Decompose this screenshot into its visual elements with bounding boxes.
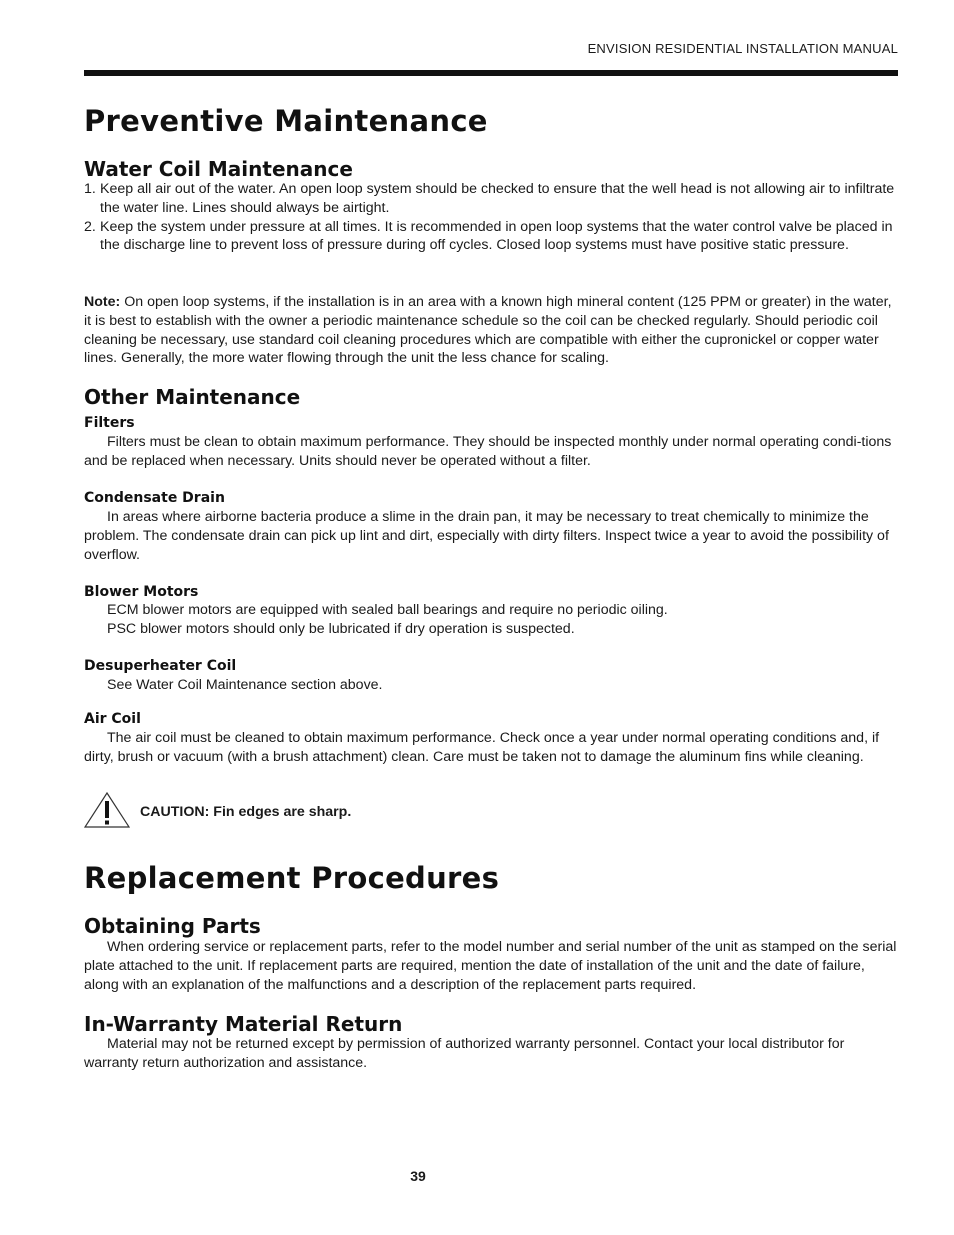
warranty-text: Material may not be returned except by permission of authorized warranty personnel. Contact your local distributor for warranty return authorization and assistance. [84,1036,845,1071]
obtaining-parts-text: When ordering service or replacement parts, refer to the model number and serial number of the unit as stamped on the serial plate attached to the unit. If replacement parts are required, mention the date of installation of the unit and the date of failure, along with an explanation of the malfunctions and a description of the replacement parts required. [84,939,897,993]
subheading-blower-motors: Blower Motors [84,584,199,600]
air-coil-paragraph [84,729,898,767]
warranty-paragraph [84,1035,898,1073]
subheading-filters: Filters [84,415,135,431]
running-header: ENVISION RESIDENTIAL INSTALLATION MANUAL [587,41,898,56]
section-title-preventive-maintenance: Preventive Maintenance [84,104,488,138]
air-coil-text: The air coil must be cleaned to obtain maximum performance. Check once a year under normal operating conditions and, if dirty, brush or vacuum (with a brush attachment) clean. Care must be taken not to damage the aluminum fins while cleaning. [84,730,880,765]
subheading-air-coil: Air Coil [84,711,141,727]
heading-obtaining-parts: Obtaining Parts [84,914,261,938]
heading-in-warranty-material-return: In-Warranty Material Return [84,1012,403,1036]
list-text: Keep all air out of the water. An open loop system should be checked to ensure that the well head is not allowing air to infiltrate the water line. Lines should always be airtight. [100,181,895,216]
heading-water-coil-maintenance: Water Coil Maintenance [84,157,353,181]
caution-callout [84,791,898,829]
warning-triangle-icon [84,791,130,829]
list-number: 2. [84,218,96,235]
water-coil-note [84,293,898,368]
blower-paragraph [84,601,898,639]
filters-text: Filters must be clean to obtain maximum performance. They should be inspected monthly under normal operating condi-tions and be replaced when necessary. Units should never be operated without a filter. [84,434,892,469]
caution-text: CAUTION: Fin edges are sharp. [140,804,352,820]
list-item [84,180,898,218]
section-title-replacement-procedures: Replacement Procedures [84,861,500,895]
list-item [84,218,898,256]
desuperheater-text: See Water Coil Maintenance section above. [107,677,383,693]
filters-paragraph [84,433,898,471]
water-coil-list [84,180,898,255]
heading-other-maintenance: Other Maintenance [84,385,301,409]
note-label: Note: [84,294,121,310]
list-number: 1. [84,181,96,197]
condensate-paragraph [84,508,898,564]
note-text: On open loop systems, if the installation is in an area with a known high mineral content (125 PPM or greater) in the water, it is best to establish with the owner a periodic maintenance schedule so the coil can be checked regularly. Should periodic coil cleaning be necessary, use standard coil cleaning procedures which are compatible with either the cupronickel or copper water lines. Generally, the more water flowing through the unit the less chance for scaling. [84,294,892,367]
page-number: 39 [410,1168,426,1184]
blower-line-psc: PSC blower motors should only be lubricated if dry operation is suspected. [107,620,575,637]
subheading-desuperheater-coil: Desuperheater Coil [84,658,237,674]
desuperheater-paragraph [84,676,898,695]
obtaining-parts-paragraph [84,938,898,994]
list-text: Keep the system under pressure at all times. It is recommended in open loop systems that the water control valve be placed in the discharge line to prevent loss of pressure during off cycles. Closed loop systems must have positive static pressure. [100,218,893,254]
condensate-text: In areas where airborne bacteria produce a slime in the drain pan, it may be necessary to treat chemically to minimize the problem. The condensate drain can pick up lint and dirt, especially with dirty filters. Inspect twice a year to avoid the possibility of overflow. [84,509,889,563]
blower-line-ecm: ECM blower motors are equipped with sealed ball bearings and require no periodic oiling. [107,602,668,618]
header-rule [84,70,898,76]
subheading-condensate-drain: Condensate Drain [84,490,225,506]
